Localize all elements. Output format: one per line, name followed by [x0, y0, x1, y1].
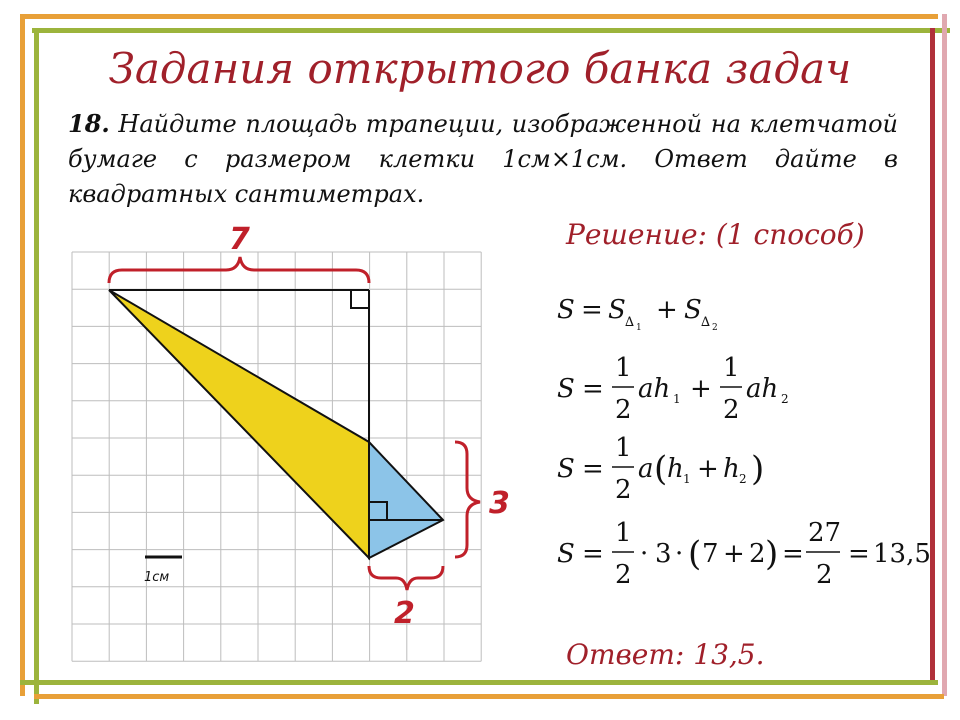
svg-text:2: 2	[739, 472, 747, 486]
svg-text:h: h	[723, 454, 740, 484]
svg-text:S: S	[557, 374, 575, 404]
svg-text:+: +	[690, 374, 712, 404]
task-number: 18.	[68, 109, 110, 138]
svg-text:∆: ∆	[625, 315, 635, 330]
svg-text:=: =	[582, 374, 604, 404]
svg-text:·: ·	[640, 539, 649, 569]
svg-text:=: =	[848, 539, 870, 569]
svg-text:1: 1	[615, 518, 632, 548]
right-angle-mark-top	[351, 290, 369, 308]
solution-heading: Решение: (1 способ)	[566, 218, 865, 251]
formula-2	[557, 353, 789, 425]
yellow-triangle	[109, 290, 369, 558]
page-title: Задания открытого банка задач	[108, 44, 852, 93]
svg-text:2: 2	[723, 395, 740, 425]
formula-4	[557, 518, 931, 590]
svg-text:+: +	[697, 454, 719, 484]
label-bottom-2: 2	[394, 596, 415, 631]
svg-text:1: 1	[636, 323, 642, 333]
svg-text:·: ·	[675, 539, 684, 569]
svg-text:): )	[765, 534, 779, 574]
formula-1	[557, 295, 718, 333]
svg-text:1: 1	[683, 472, 691, 486]
blue-triangle	[369, 442, 443, 558]
formula-3	[557, 433, 764, 505]
answer-text: Ответ: 13,5.	[566, 638, 765, 671]
unit-label: 1см	[144, 570, 170, 585]
svg-text:1: 1	[673, 392, 681, 406]
svg-text:+: +	[723, 539, 745, 569]
svg-text:2: 2	[615, 395, 632, 425]
svg-text:2: 2	[615, 475, 632, 505]
svg-text:13,5: 13,5	[873, 539, 931, 569]
svg-text:=: =	[582, 539, 604, 569]
svg-text:+: +	[656, 295, 678, 325]
formulas	[557, 295, 931, 590]
svg-text:2: 2	[712, 323, 718, 333]
label-top-7: 7	[229, 222, 250, 257]
brace-right	[455, 442, 480, 557]
label-right-3: 3	[489, 486, 510, 521]
svg-text:ah: ah	[638, 374, 671, 404]
svg-text:2: 2	[781, 392, 789, 406]
svg-text:=: =	[582, 454, 604, 484]
brace-top	[109, 257, 369, 283]
svg-text:=: =	[782, 539, 804, 569]
svg-text:2: 2	[816, 560, 833, 590]
svg-text:3: 3	[655, 539, 672, 569]
svg-text:∆: ∆	[701, 315, 711, 330]
svg-text:7: 7	[702, 539, 719, 569]
svg-text:a: a	[638, 454, 654, 484]
svg-text:1: 1	[615, 353, 632, 383]
svg-text:=: =	[581, 295, 603, 325]
svg-text:2: 2	[615, 560, 632, 590]
svg-text:27: 27	[808, 518, 842, 548]
svg-text:S: S	[557, 295, 575, 325]
svg-text:): )	[751, 449, 765, 489]
svg-text:ah: ah	[746, 374, 779, 404]
svg-text:2: 2	[749, 539, 766, 569]
svg-text:h: h	[667, 454, 684, 484]
svg-text:(: (	[688, 534, 702, 574]
svg-text:S: S	[608, 295, 626, 325]
svg-text:(: (	[654, 449, 668, 489]
svg-text:S: S	[557, 454, 575, 484]
svg-text:S: S	[684, 295, 702, 325]
svg-text:1: 1	[615, 433, 632, 463]
svg-text:1: 1	[723, 353, 740, 383]
task-body: Найдите площадь трапеции, изображенной на клетчатой бумаге с размером клетки 1см×1см. Ответ дайте в квадратных сантиметрах.	[68, 110, 898, 208]
svg-text:S: S	[557, 539, 575, 569]
